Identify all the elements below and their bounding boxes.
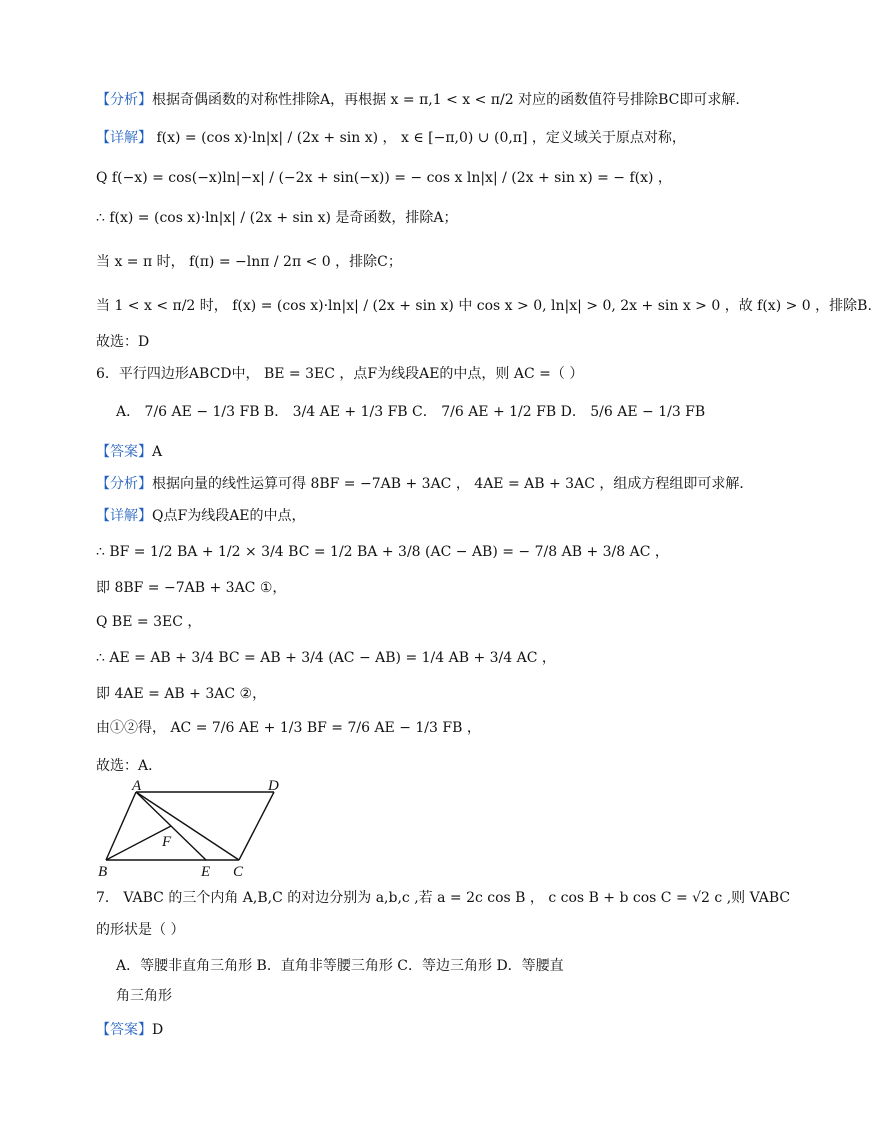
detail-line-5-a (96, 128, 686, 148)
detail-6-e (96, 648, 556, 668)
detail-6-f (96, 684, 266, 704)
section-tag: 【详解】 (96, 130, 152, 146)
question-7-options-cont (116, 986, 172, 1006)
analysis-6 (96, 474, 753, 494)
detail-line-5-b (96, 168, 672, 188)
line-text: 根据奇偶函数的对称性排除A，再根据 x = π,1 < x < π/2 对应的函数值符号排除BC即可求解. (152, 92, 740, 108)
detail-6-c (96, 578, 286, 598)
answer-6 (96, 442, 162, 462)
line-text: 6．平行四边形ABCD中， BE = 3EC ，点F为线段AE的中点，则 AC =（ ） (96, 366, 584, 382)
diagonal-ac (136, 792, 239, 860)
line-text: Q BE = 3EC ， (96, 614, 202, 630)
answer-choice-6 (96, 756, 162, 776)
question-7-options (116, 956, 564, 976)
line-text: 故选：A． (96, 758, 163, 774)
label-d: D (268, 778, 279, 794)
line-text: 故选：D (96, 334, 150, 350)
question-7-a (96, 888, 790, 908)
section-tag: 【答案】 (96, 444, 152, 460)
line-text: A． 7/6 AE − 1/3 FB B． 3/4 AE + 1/3 FB C． 7/6 AE + 1/2 FB D． 5/6 AE − 1/3 FB (116, 404, 706, 420)
question-7-b (96, 920, 184, 940)
answer-choice-5 (96, 332, 149, 352)
detail-6-b (96, 542, 669, 562)
line-text: f(x) = (cos x)·ln|x| / (2x + sin x) ， x ∈ [−π,0) ∪ (0,π] ，定义域关于原点对称， (152, 130, 686, 146)
line-text: 根据向量的线性运算可得 8BF = −7AB + 3AC ， 4AE = AB + 3AC ，组成方程组即可求解． (152, 476, 754, 492)
line-text: 当 x = π 时， f(π) = −lnπ / 2π < 0 ，排除C； (96, 254, 402, 270)
detail-line-5-c (96, 208, 458, 228)
line-text: Q f(−x) = cos(−x)ln|−x| / (−2x + sin(−x)) = − cos x ln|x| / (2x + sin x) = − f(x) ， (96, 170, 672, 186)
analysis-line-5 (96, 90, 740, 110)
label-c: C (233, 864, 244, 880)
line-text: 即 4AE = AB + 3AC ②， (96, 686, 267, 702)
question-6-options (116, 402, 705, 422)
line-text: 7． VABC 的三个内角 A,B,C 的对边分别为 a,b,c ,若 a = 2c cos B ， c cos B + b cos C = √2 c ,则 VABC (96, 890, 791, 906)
section-tag: 【答案】 (96, 1022, 152, 1038)
line-text: 由①②得， AC = 7/6 AE + 1/3 BF = 7/6 AE − 1/3 FB ， (96, 720, 481, 736)
edge-ab (106, 792, 136, 860)
line-text: ∴ AE = AB + 3/4 BC = AB + 3/4 (AC − AB) = 1/4 AB + 3/4 AC ， (96, 650, 556, 666)
detail-6-a (96, 506, 306, 526)
edge-dc (239, 792, 274, 860)
section-tag: 【分析】 (96, 92, 152, 108)
line-text: 角三角形 (116, 988, 172, 1004)
answer-7 (96, 1020, 163, 1040)
label-e: E (201, 864, 211, 880)
line-text: A．等腰非直角三角形 B．直角非等腰三角形 C．等边三角形 D．等腰直 (116, 958, 564, 974)
detail-line-5-e (96, 296, 872, 316)
line-text: 即 8BF = −7AB + 3AC ①， (96, 580, 287, 596)
line-text: ∴ BF = 1/2 BA + 1/2 × 3/4 BC = 1/2 BA + 3/8 (AC − AB) = − 7/8 AB + 3/8 AC ， (96, 544, 669, 560)
question-6 (96, 364, 583, 384)
line-text: 的形状是（ ） (96, 922, 185, 938)
parallelogram-figure (96, 780, 316, 880)
section-tag: 【详解】 (96, 508, 152, 524)
line-text: A (152, 444, 163, 460)
label-f: F (162, 834, 172, 850)
line-text: Q点F为线段AE的中点， (152, 508, 306, 524)
section-tag: 【分析】 (96, 476, 152, 492)
line-text: 当 1 < x < π/2 时， f(x) = (cos x)·ln|x| / (2x + sin x) 中 cos x > 0, ln|x| > 0, 2x + sin x > 0 ，故 f(x) > 0 ，排除B. (96, 298, 872, 314)
label-b: B (98, 864, 108, 880)
line-text: ∴ f(x) = (cos x)·ln|x| / (2x + sin x) 是奇函数，排除A； (96, 210, 458, 226)
line-text: D (152, 1022, 164, 1038)
detail-6-d (96, 612, 201, 632)
detail-line-5-d (96, 252, 402, 272)
label-a: A (132, 778, 142, 794)
detail-6-g (96, 718, 481, 738)
